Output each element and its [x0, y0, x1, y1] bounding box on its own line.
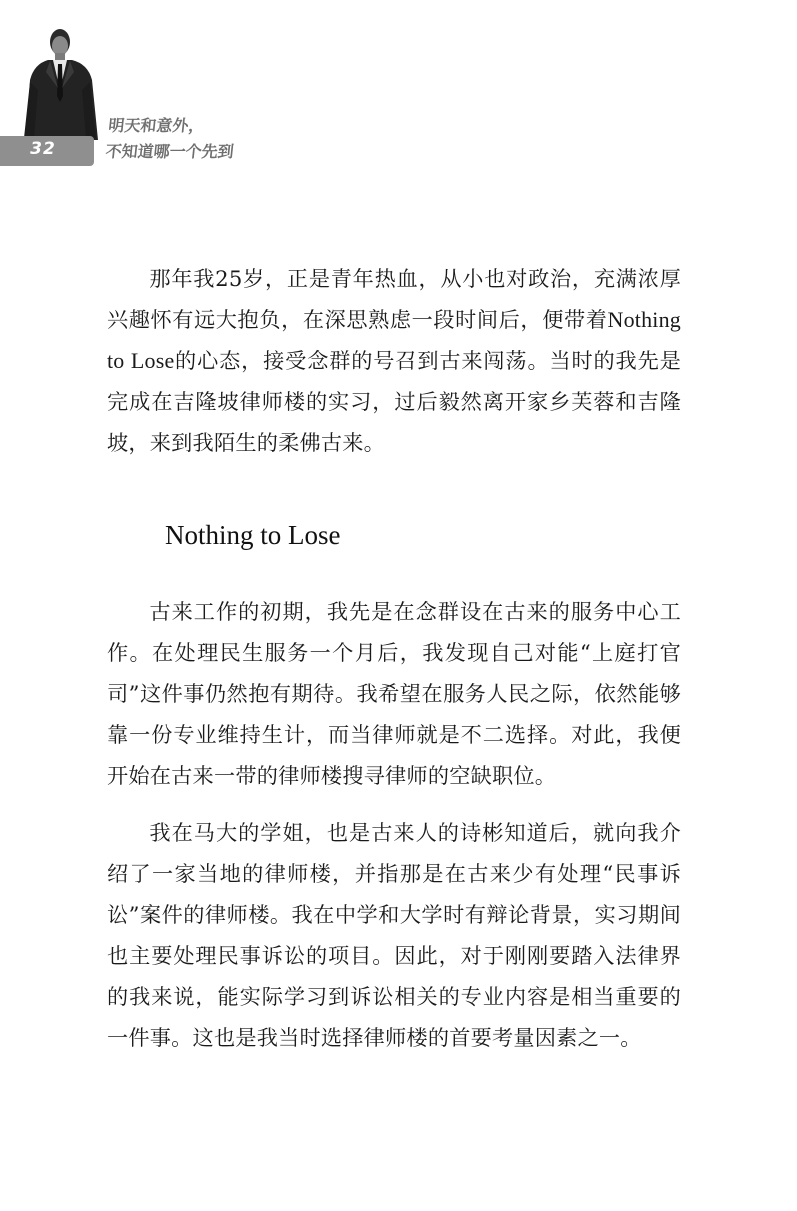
running-title: [104, 113, 237, 165]
paragraph-1-text-b: 的心态，接受念群的号召到古来闯荡。当时的我先是完成在吉隆坡律师楼的实习，过后毅然离开家乡芙蓉和吉隆坡，来到我陌生的柔佛古来。: [107, 348, 681, 455]
page-number: 32: [30, 139, 56, 159]
paragraph-1-latin: Nothing to Lose: [107, 307, 681, 373]
page-header: [0, 0, 797, 180]
running-title-line2: 不知道哪一个先到: [104, 142, 235, 161]
paragraph-3: 我在马大的学姐，也是古来人的诗彬知道后，就向我介绍了一家当地的律师楼，并指那是在古来少有处理“民事诉讼”案件的律师楼。我在中学和大学时有辩论背景，实习期间也主要处理民事诉讼的项目。因此，对于刚刚要踏入法律界的我来说，能实际学习到诉讼相关的专业内容是相当重要的一件事。这也是我当时选择律师楼的首要考量因素之一。: [107, 820, 681, 1050]
running-title-line1: 明天和意外，: [107, 116, 206, 135]
paragraph-1-text-a: 那年我25岁，正是青年热血，从小也对政治，充满浓厚兴趣怀有远大抱负，在深思熟虑一段时间后，便带着: [107, 266, 681, 332]
paragraph-2: 古来工作的初期，我先是在念群设在古来的服务中心工作。在处理民生服务一个月后，我发现自己对能“上庭打官司”这件事仍然抱有期待。我希望在服务人民之际，依然能够靠一份专业维持生计，而当律师就是不二选择。对此，我便开始在古来一带的律师楼搜寻律师的空缺职位。: [107, 599, 681, 788]
page-body: [107, 258, 681, 1058]
section-heading: Nothing to Lose: [165, 520, 341, 550]
author-portrait: [16, 20, 102, 140]
paragraph-1: [107, 258, 681, 463]
